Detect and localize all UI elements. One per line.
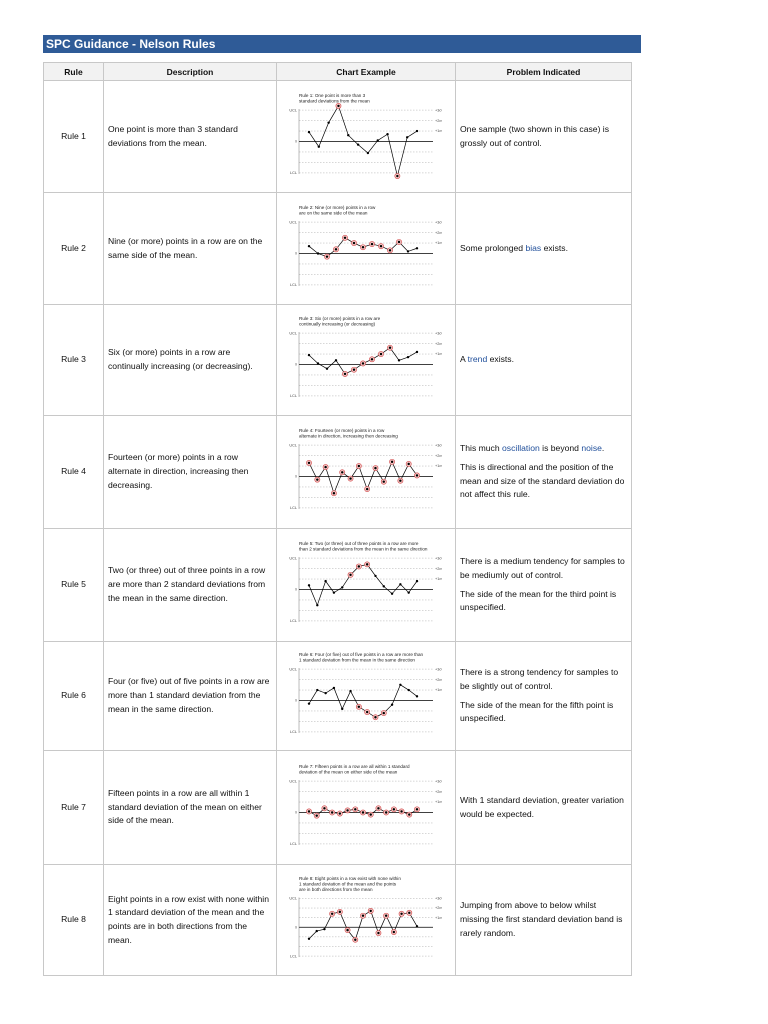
lcl-label: LCL bbox=[290, 282, 297, 287]
lcl-label: LCL bbox=[290, 619, 297, 624]
data-point bbox=[385, 811, 387, 813]
data-point bbox=[389, 347, 391, 349]
header-rule: Rule bbox=[44, 63, 104, 81]
data-point bbox=[407, 463, 409, 465]
sigma-label: +2σ bbox=[435, 789, 442, 794]
ucl-label: UCL bbox=[289, 667, 297, 672]
sigma-label: +3σ bbox=[435, 778, 442, 783]
sigma-label: +1σ bbox=[435, 352, 442, 357]
data-point bbox=[308, 462, 310, 464]
data-point bbox=[308, 584, 310, 586]
data-point bbox=[398, 240, 400, 242]
problem-paragraph bbox=[460, 899, 627, 940]
chart-caption-line: continually increasing (or decreasing) bbox=[299, 321, 376, 327]
data-point bbox=[416, 247, 418, 249]
data-point bbox=[377, 932, 379, 934]
description-cell: Eight points in a row exist with none within 1 standard deviation of the mean and the points are in both directions from the mean. bbox=[104, 865, 277, 976]
control-chart bbox=[281, 203, 459, 295]
data-point bbox=[407, 689, 409, 691]
data-point bbox=[324, 466, 326, 468]
data-point bbox=[396, 174, 398, 176]
data-point bbox=[377, 807, 379, 809]
data-point bbox=[308, 810, 310, 812]
description-cell: Nine (or more) points in a row are on the same side of the mean. bbox=[104, 193, 277, 305]
problem-text: This is directional and the position of the mean and size of the standard deviation do not affect this rule. bbox=[460, 461, 625, 500]
data-point bbox=[308, 702, 310, 704]
data-point bbox=[362, 362, 364, 364]
data-point bbox=[366, 563, 368, 565]
header-problem-indicated: Problem Indicated bbox=[456, 63, 632, 81]
chart-caption-line: Rule 8: Eight points in a row exist with none within bbox=[299, 876, 401, 881]
description-cell: Four (or five) out of five points in a row are more than 1 standard deviation from the mean in the same direction. bbox=[104, 642, 277, 751]
data-point bbox=[316, 478, 318, 480]
ucl-label: UCL bbox=[289, 778, 297, 783]
data-point bbox=[346, 929, 348, 931]
problem-text: This much bbox=[460, 443, 503, 453]
data-point bbox=[362, 915, 364, 917]
data-point bbox=[323, 807, 325, 809]
problem-text: One sample (two shown in this case) is grossly out of control. bbox=[460, 123, 610, 148]
data-point bbox=[407, 250, 409, 252]
sigma-label: +2σ bbox=[435, 230, 442, 235]
lcl-label: LCL bbox=[290, 841, 297, 846]
sigma-label: +2σ bbox=[435, 453, 442, 458]
description-cell: Fourteen (or more) points in a row alternate in direction, increasing then decreasing. bbox=[104, 416, 277, 529]
rule-cell: Rule 2 bbox=[44, 193, 104, 305]
problem-paragraph bbox=[460, 794, 627, 822]
data-point bbox=[416, 351, 418, 353]
problem-paragraph bbox=[460, 353, 627, 367]
table-row bbox=[44, 193, 632, 305]
problem-cell bbox=[456, 305, 632, 416]
chart-example-cell bbox=[277, 81, 456, 193]
chart-caption-line: than 2 standard deviations from the mean in the same direction bbox=[299, 546, 428, 552]
data-point bbox=[331, 913, 333, 915]
mean-label: x̄ bbox=[295, 139, 297, 144]
data-point bbox=[370, 910, 372, 912]
chart-caption-line: are in both directions from the mean bbox=[299, 887, 373, 892]
problem-text: exists. bbox=[487, 354, 514, 365]
chart-example-cell bbox=[277, 642, 456, 751]
problem-text: is beyond bbox=[539, 443, 582, 453]
table-row bbox=[44, 865, 632, 976]
mean-label: x̄ bbox=[295, 587, 297, 592]
data-point bbox=[333, 591, 335, 593]
sigma-label: +2σ bbox=[435, 341, 442, 346]
data-point bbox=[416, 580, 418, 582]
lcl-label: LCL bbox=[290, 394, 297, 399]
data-point bbox=[383, 481, 385, 483]
table-body bbox=[44, 81, 632, 976]
sigma-label: +3σ bbox=[435, 667, 442, 672]
data-point bbox=[393, 808, 395, 810]
data-point bbox=[353, 369, 355, 371]
chart-example-cell bbox=[277, 529, 456, 642]
data-point bbox=[318, 145, 320, 147]
data-point bbox=[408, 813, 410, 815]
data-point bbox=[349, 477, 351, 479]
sigma-label: +3σ bbox=[435, 331, 442, 336]
rule-cell: Rule 6 bbox=[44, 642, 104, 751]
lcl-label: LCL bbox=[290, 954, 297, 959]
page-title: SPC Guidance - Nelson Rules bbox=[46, 37, 216, 51]
data-point bbox=[408, 912, 410, 914]
problem-text: . bbox=[601, 443, 605, 453]
problem-paragraph bbox=[460, 588, 627, 616]
data-point bbox=[391, 703, 393, 705]
data-point bbox=[416, 474, 418, 476]
chart-example-cell bbox=[277, 305, 456, 416]
data-point bbox=[324, 692, 326, 694]
lcl-label: LCL bbox=[290, 170, 297, 175]
data-point bbox=[308, 938, 310, 940]
problem-cell bbox=[456, 865, 632, 976]
data-point bbox=[354, 939, 356, 941]
ucl-label: UCL bbox=[289, 107, 297, 112]
ucl-label: UCL bbox=[289, 556, 297, 561]
problem-link[interactable]: noise bbox=[581, 443, 602, 453]
chart-caption-line: 1 standard deviation from the mean in the same direction bbox=[299, 657, 415, 663]
data-point bbox=[333, 492, 335, 494]
data-point bbox=[416, 129, 418, 131]
description-cell: Six (or more) points in a row are continually increasing (or decreasing). bbox=[104, 305, 277, 416]
rule-cell: Rule 5 bbox=[44, 529, 104, 642]
problem-text: The side of the mean for the third point is unspecified. bbox=[460, 588, 617, 613]
data-point bbox=[341, 708, 343, 710]
sigma-label: +3σ bbox=[435, 556, 442, 561]
problem-cell bbox=[456, 529, 632, 642]
problem-cell bbox=[456, 416, 632, 529]
lcl-label: LCL bbox=[290, 506, 297, 511]
chart-caption-line: Rule 3: Six (or more) points in a row are bbox=[299, 316, 381, 321]
sigma-label: +3σ bbox=[435, 896, 442, 901]
problem-cell bbox=[456, 751, 632, 865]
data-point bbox=[399, 479, 401, 481]
ucl-label: UCL bbox=[289, 331, 297, 336]
sigma-label: +1σ bbox=[435, 688, 442, 693]
data-point bbox=[331, 811, 333, 813]
problem-text: Some prolonged bbox=[460, 242, 526, 253]
control-chart bbox=[281, 650, 459, 742]
problem-text: exists. bbox=[541, 242, 568, 253]
data-point bbox=[341, 471, 343, 473]
problem-text: With 1 standard deviation, greater variation would be expected. bbox=[460, 794, 624, 819]
rule-cell: Rule 4 bbox=[44, 416, 104, 529]
header-chart-example: Chart Example bbox=[277, 63, 456, 81]
problem-text: The side of the mean for the fifth point is unspecified. bbox=[460, 699, 614, 724]
data-point bbox=[308, 130, 310, 132]
problem-paragraph bbox=[460, 461, 627, 502]
mean-label: x̄ bbox=[295, 362, 297, 367]
problem-paragraph bbox=[460, 666, 627, 694]
data-point bbox=[344, 373, 346, 375]
data-point bbox=[349, 574, 351, 576]
sigma-label: +1σ bbox=[435, 577, 442, 582]
chart-caption-line: Rule 5: Two (or three) out of three points in a row are more bbox=[299, 541, 419, 546]
data-point bbox=[357, 143, 359, 145]
chart-caption-line: Rule 6: Four (or five) out of five points in a row are more than bbox=[299, 652, 424, 657]
sigma-label: +3σ bbox=[435, 219, 442, 224]
chart-caption-line: are on the same side of the mean bbox=[299, 210, 368, 215]
control-chart bbox=[281, 426, 459, 518]
description-cell: Two (or three) out of three points in a row are more than 2 standard deviations from the mean in the same direction. bbox=[104, 529, 277, 642]
chart-caption-line: Rule 2: Nine (or more) points in a row bbox=[299, 204, 376, 210]
data-point bbox=[308, 244, 310, 246]
sigma-label: +2σ bbox=[435, 906, 442, 911]
rule-cell: Rule 1 bbox=[44, 81, 104, 193]
ucl-label: UCL bbox=[289, 443, 297, 448]
table-header-row bbox=[44, 63, 632, 81]
sigma-label: +3σ bbox=[435, 443, 442, 448]
data-point bbox=[385, 915, 387, 917]
data-point bbox=[324, 580, 326, 582]
data-point bbox=[339, 911, 341, 913]
data-series-line bbox=[309, 685, 417, 717]
data-point bbox=[399, 583, 401, 585]
data-point bbox=[316, 604, 318, 606]
data-point bbox=[371, 242, 373, 244]
chart-caption-line: Rule 1: One point is more than 3 bbox=[299, 92, 366, 98]
data-point bbox=[346, 809, 348, 811]
data-point bbox=[377, 139, 379, 141]
data-point bbox=[393, 931, 395, 933]
mean-label: x̄ bbox=[295, 925, 297, 930]
table-row bbox=[44, 529, 632, 642]
data-point bbox=[398, 359, 400, 361]
data-point bbox=[358, 565, 360, 567]
data-point bbox=[367, 151, 369, 153]
control-chart bbox=[281, 874, 459, 966]
data-point bbox=[341, 586, 343, 588]
table-row bbox=[44, 416, 632, 529]
data-point bbox=[316, 930, 318, 932]
nelson-rules-table bbox=[43, 62, 632, 976]
problem-text: Jumping from above to below whilst missing the first standard deviation band is rarely random. bbox=[460, 900, 623, 938]
data-point bbox=[323, 928, 325, 930]
data-point bbox=[383, 585, 385, 587]
control-chart bbox=[281, 539, 459, 631]
chart-example-cell bbox=[277, 751, 456, 865]
problem-cell bbox=[456, 642, 632, 751]
problem-paragraph bbox=[460, 123, 627, 151]
data-point bbox=[362, 246, 364, 248]
data-point bbox=[370, 813, 372, 815]
data-point bbox=[354, 808, 356, 810]
problem-cell bbox=[456, 193, 632, 305]
control-chart bbox=[281, 314, 459, 406]
description-cell: Fifteen points in a row are all within 1 standard deviation of the mean on either side of the mean. bbox=[104, 751, 277, 865]
problem-link[interactable]: bias bbox=[525, 242, 542, 253]
data-point bbox=[374, 575, 376, 577]
sigma-label: +1σ bbox=[435, 240, 442, 245]
data-point bbox=[337, 104, 339, 106]
data-point bbox=[316, 689, 318, 691]
data-point bbox=[326, 367, 328, 369]
mean-label: x̄ bbox=[295, 251, 297, 256]
data-point bbox=[386, 132, 388, 134]
table-row bbox=[44, 751, 632, 865]
problem-cell bbox=[456, 81, 632, 193]
data-point bbox=[391, 592, 393, 594]
header-description: Description bbox=[104, 63, 277, 81]
chart-caption-line: Rule 7: Fifteen points in a row are all within 1 standard bbox=[299, 763, 410, 769]
table-row bbox=[44, 642, 632, 751]
data-point bbox=[327, 121, 329, 123]
data-point bbox=[391, 461, 393, 463]
page-title-banner bbox=[43, 35, 641, 53]
data-point bbox=[317, 362, 319, 364]
data-point bbox=[416, 695, 418, 697]
data-point bbox=[416, 808, 418, 810]
data-point bbox=[374, 716, 376, 718]
data-point bbox=[358, 706, 360, 708]
ucl-label: UCL bbox=[289, 896, 297, 901]
table-row bbox=[44, 81, 632, 193]
chart-example-cell bbox=[277, 865, 456, 976]
data-point bbox=[308, 354, 310, 356]
lcl-label: LCL bbox=[290, 730, 297, 735]
data-point bbox=[344, 236, 346, 238]
mean-label: x̄ bbox=[295, 810, 297, 815]
problem-paragraph bbox=[460, 242, 627, 256]
rule-cell: Rule 8 bbox=[44, 865, 104, 976]
data-point bbox=[406, 136, 408, 138]
data-point bbox=[316, 814, 318, 816]
data-point bbox=[380, 244, 382, 246]
rule-cell: Rule 7 bbox=[44, 751, 104, 865]
data-point bbox=[400, 810, 402, 812]
problem-text: There is a strong tendency for samples to be slightly out of control. bbox=[460, 667, 619, 691]
data-point bbox=[407, 591, 409, 593]
data-point bbox=[366, 711, 368, 713]
chart-caption-line: alternate in direction, increasing then decreasing bbox=[299, 433, 398, 439]
data-point bbox=[347, 134, 349, 136]
data-point bbox=[317, 252, 319, 254]
table-row bbox=[44, 305, 632, 416]
ucl-label: UCL bbox=[289, 219, 297, 224]
data-point bbox=[371, 358, 373, 360]
data-point bbox=[339, 812, 341, 814]
chart-example-cell bbox=[277, 416, 456, 529]
sigma-label: +1σ bbox=[435, 799, 442, 804]
problem-text: There is a medium tendency for samples to be mediumly out of control. bbox=[460, 556, 625, 580]
rule-cell: Rule 3 bbox=[44, 305, 104, 416]
problem-paragraph bbox=[460, 699, 627, 727]
data-point bbox=[333, 687, 335, 689]
data-point bbox=[358, 465, 360, 467]
data-series-line bbox=[309, 105, 417, 175]
data-point bbox=[407, 356, 409, 358]
chart-caption-line: Rule 4: Fourteen (or more) points in a row bbox=[299, 428, 385, 433]
sigma-label: +2σ bbox=[435, 677, 442, 682]
chart-example-cell bbox=[277, 193, 456, 305]
data-point bbox=[383, 712, 385, 714]
sigma-label: +2σ bbox=[435, 566, 442, 571]
data-point bbox=[362, 811, 364, 813]
problem-paragraph bbox=[460, 555, 627, 583]
sigma-label: +2σ bbox=[435, 118, 442, 123]
data-point bbox=[416, 925, 418, 927]
data-point bbox=[399, 684, 401, 686]
chart-caption-line: deviation of the mean on either side of the mean bbox=[299, 769, 398, 774]
problem-paragraph bbox=[460, 442, 627, 456]
data-point bbox=[389, 249, 391, 251]
data-point bbox=[326, 255, 328, 257]
problem-text: A bbox=[460, 354, 468, 365]
chart-caption-line: 1 standard deviation of the mean and the points bbox=[299, 881, 397, 887]
mean-label: x̄ bbox=[295, 698, 297, 703]
sigma-label: +1σ bbox=[435, 464, 442, 469]
sigma-label: +1σ bbox=[435, 128, 442, 133]
sigma-label: +1σ bbox=[435, 915, 442, 920]
problem-link[interactable]: oscillation bbox=[502, 443, 540, 453]
data-point bbox=[349, 690, 351, 692]
mean-label: x̄ bbox=[295, 474, 297, 479]
data-point bbox=[335, 359, 337, 361]
data-point bbox=[335, 248, 337, 250]
data-point bbox=[380, 353, 382, 355]
data-point bbox=[353, 241, 355, 243]
control-chart bbox=[281, 762, 459, 854]
problem-link[interactable]: trend bbox=[467, 354, 488, 365]
data-point bbox=[400, 913, 402, 915]
control-chart bbox=[281, 91, 459, 183]
chart-caption-line: standard deviations from the mean bbox=[299, 98, 370, 103]
sigma-label: +3σ bbox=[435, 107, 442, 112]
data-point bbox=[374, 467, 376, 469]
description-cell: One point is more than 3 standard deviations from the mean. bbox=[104, 81, 277, 193]
data-point bbox=[366, 488, 368, 490]
